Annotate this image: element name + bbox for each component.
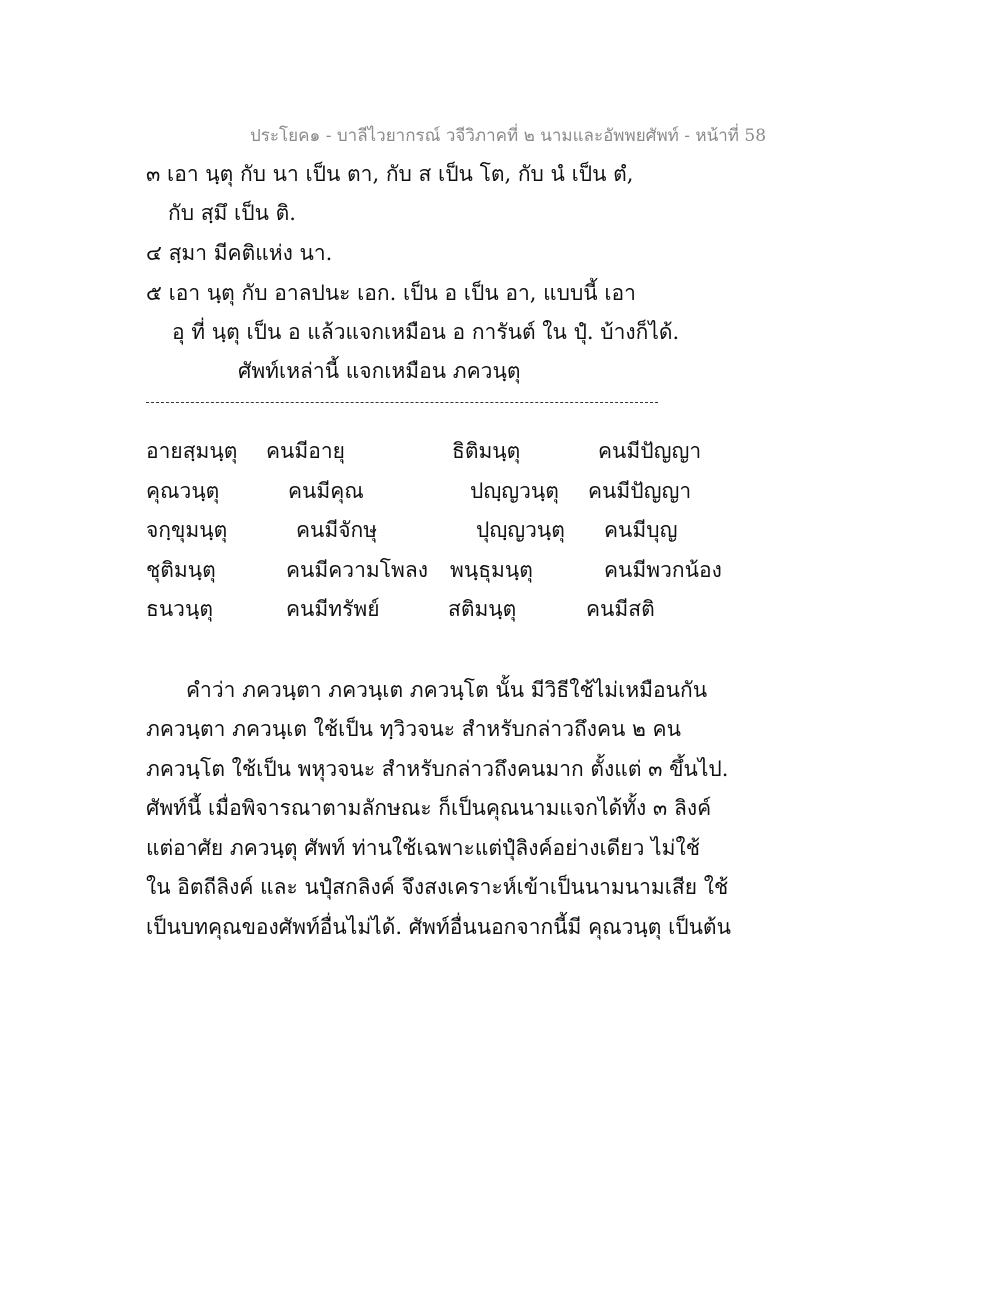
- paragraph-line-1: คำว่า ภควนฺตา ภควนฺเต ภควนฺโต นั้น มีวิธีใช้ไม่เหมือนกัน: [186, 678, 708, 702]
- table-cell-word: จกฺขุมนฺตุ: [146, 518, 228, 542]
- paragraph-line-6: ใน อิตถีลิงค์ และ นปุํสกลิงค์ จึงสงเคราะห์เข้าเป็นนามนามเสีย ใช้: [146, 875, 729, 899]
- paragraph-line-3: ภควนฺโต ใช้เป็น พหุวจนะ สำหรับกล่าวถึงคนมาก ตั้งแต่ ๓ ขึ้นไป.: [146, 757, 729, 781]
- section-divider: [146, 402, 658, 403]
- table-cell-meaning: คนมีทรัพย์: [286, 597, 380, 621]
- paragraph-line-7: เป็นบทคุณของศัพท์อื่นไม่ได้. ศัพท์อื่นนอกจากนี้มี คุณวนฺตุ เป็นต้น: [146, 915, 731, 939]
- table-cell-meaning: คนมีคุณ: [288, 479, 364, 503]
- table-cell-meaning: คนมีจักษุ: [296, 518, 378, 542]
- table-cell-word: คุณวนฺตุ: [146, 479, 220, 503]
- table-cell-word: พนฺธุมนฺตุ: [450, 558, 533, 582]
- rule-line-3: ๔ สฺมา มีคติแห่ง นา.: [146, 241, 333, 265]
- table-cell-word: ปุญฺญวนฺตุ: [476, 518, 565, 542]
- rule-line-4: ๕ เอา นฺตุ กับ อาลปนะ เอก. เป็น อ เป็น อา, แบบนี้ เอา: [146, 281, 636, 305]
- table-intro-line: ศัพท์เหล่านี้ แจกเหมือน ภควนฺตุ: [238, 359, 521, 383]
- table-cell-meaning: คนมีพวกน้อง: [604, 558, 722, 582]
- table-cell-meaning: คนมีปัญญา: [598, 439, 702, 463]
- table-cell-meaning: คนมีอายุ: [266, 439, 345, 463]
- page-header: ประโยค๑ - บาลีไวยากรณ์ วจีวิภาคที่ ๒ นามและอัพพยศัพท์ - หน้าที่ 58: [250, 126, 767, 146]
- table-cell-meaning: คนมีความโพลง: [286, 558, 428, 582]
- table-cell-meaning: คนมีบุญ: [604, 518, 678, 542]
- table-cell-word: อายสฺมนฺตุ: [146, 439, 238, 463]
- table-cell-word: สติมนฺตุ: [448, 597, 517, 621]
- paragraph-line-5: แต่อาศัย ภควนฺตุ ศัพท์ ท่านใช้เฉพาะแต่ปุํลิงค์อย่างเดียว ไม่ใช้: [146, 836, 700, 860]
- table-cell-word: ปญฺญวนฺตุ: [470, 479, 559, 503]
- rule-line-1: ๓ เอา นฺตุ กับ นา เป็น ตา, กับ ส เป็น โต, กับ นํ เป็น ตํ,: [146, 162, 634, 186]
- table-cell-word: ธิติมนฺตุ: [452, 439, 521, 463]
- rule-line-2: กับ สฺมึ เป็น ติ.: [168, 201, 296, 225]
- table-cell-meaning: คนมีสติ: [586, 597, 655, 621]
- table-cell-word: ชุติมนฺตุ: [146, 558, 216, 582]
- table-cell-word: ธนวนฺตุ: [146, 597, 213, 621]
- paragraph-line-4: ศัพท์นี้ เมื่อพิจารณาตามลักษณะ ก็เป็นคุณนามแจกได้ทั้ง ๓ ลิงค์: [146, 796, 712, 820]
- table-cell-meaning: คนมีปัญญา: [588, 479, 692, 503]
- paragraph-line-2: ภควนฺตา ภควนฺเต ใช้เป็น ทฺวิวจนะ สำหรับกล่าวถึงคน ๒ คน: [146, 717, 681, 741]
- rule-line-5: อุ ที่ นฺตุ เป็น อ แล้วแจกเหมือน อ การันต์ ใน ปุํ. บ้างก็ได้.: [172, 320, 680, 344]
